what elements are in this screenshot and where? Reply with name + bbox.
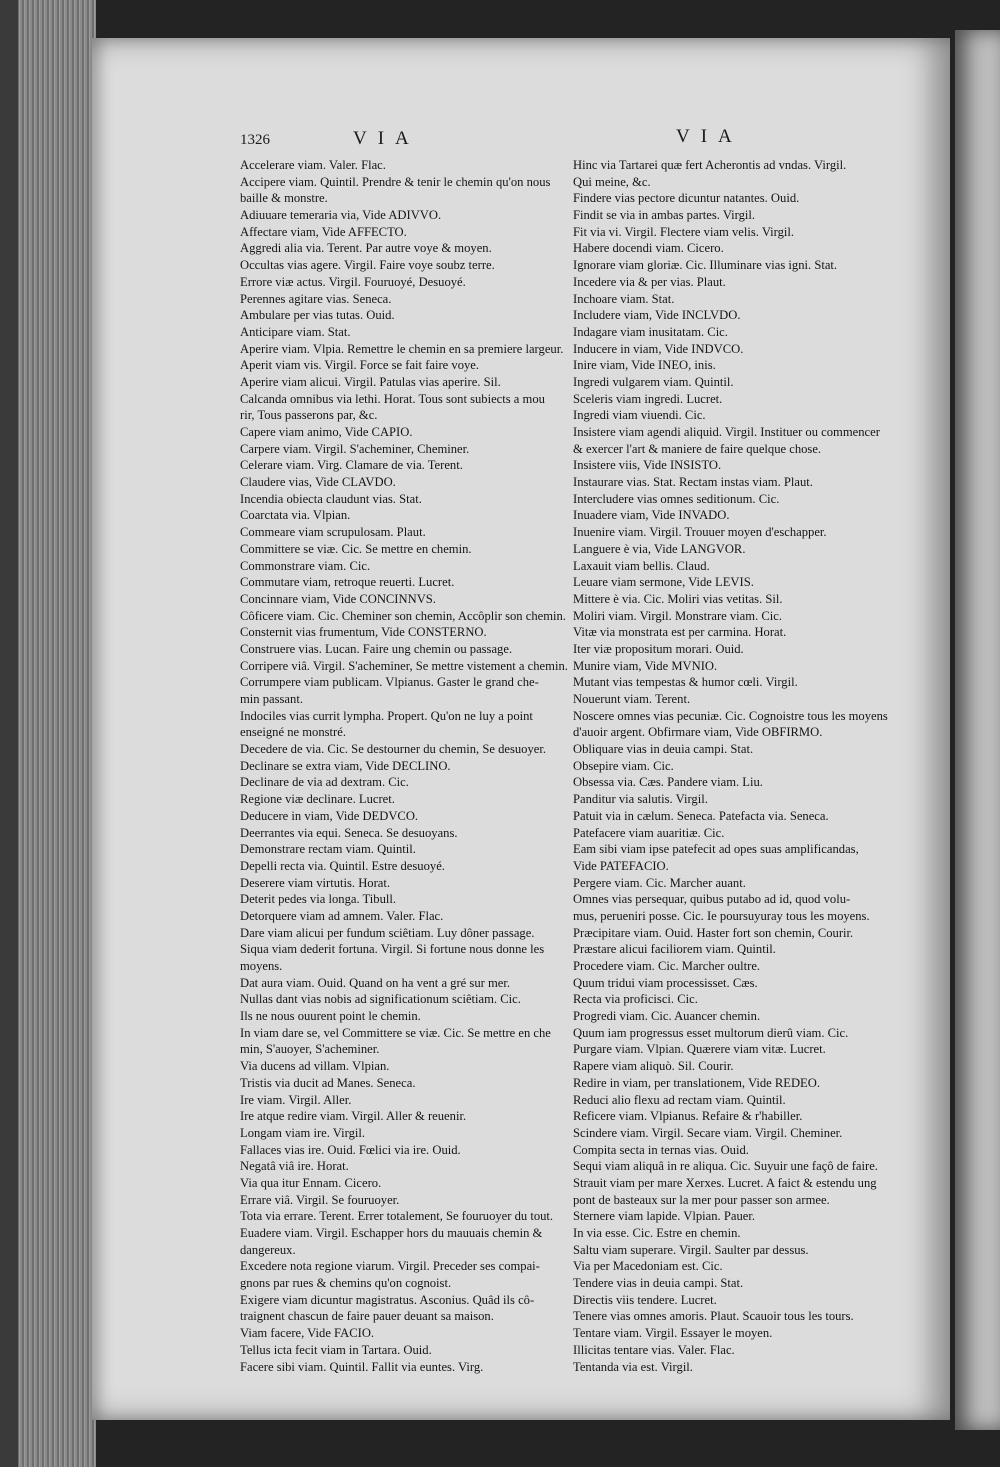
dictionary-entry: mus, perueniri posse. Cic. Ie poursuyuray tous les moyens. [573,908,870,923]
dictionary-entry: Accelerare viam. Valer. Flac. [240,158,386,172]
dictionary-entry: Patefacere viam auaritiæ. Cic. [573,825,725,840]
dictionary-entry: Inducere in viam, Vide INDVCO. [573,341,744,356]
dictionary-entry: Longam viam ire. Virgil. [240,1125,366,1140]
dictionary-entry: Commonstrare viam. Cic. [240,558,371,573]
dictionary-entry: Coarctata via. Vlpian. [240,508,351,523]
dictionary-entry: pont de basteaux sur la mer pour passer son armee. [573,1192,830,1207]
dictionary-entry: Euadere viam. Virgil. Eschapper hors du mauuais chemin & [240,1226,543,1240]
running-header-right: VIA [676,126,743,147]
dictionary-entry: Progredi viam. Cic. Auancer chemin. [573,1009,761,1024]
dictionary-entry: Insistere viam agendi aliquid. Virgil. Instituer ou commencer [573,425,880,439]
dictionary-entry: Tendere vias in deuia campi. Stat. [573,1276,744,1291]
dictionary-entry: Celerare viam. Virg. Clamare de via. Terent. [240,458,463,473]
dictionary-entry: Dare viam alicui per fundum sciêtiam. Luy dôner passage. [240,925,535,940]
dictionary-entry: Præstare alicui faciliorem viam. Quintil. [573,942,776,957]
dictionary-entry: Fit via vi. Virgil. Flectere viam velis. Virgil. [573,224,795,239]
page-number: 1326 [240,132,270,148]
dictionary-entry: Ambulare per vias tutas. Ouid. [240,308,395,323]
dictionary-entry: Accipere viam. Quintil. Prendre & tenir le chemin qu'on nous [240,174,551,189]
dictionary-entry: Demonstrare rectam viam. Quintil. [240,842,416,857]
dictionary-entry: Aperit viam vis. Virgil. Force se fait faire voye. [240,358,480,373]
dictionary-entry: Consternit vias frumentum, Vide CONSTERNO. [240,625,487,640]
dictionary-entry: Illicitas tentare vias. Valer. Flac. [573,1342,735,1357]
dictionary-entry: In viam dare se, vel Committere se viæ. Cic. Se mettre en che [240,1025,551,1040]
dictionary-entry: Reduci alio flexu ad rectam viam. Quintil. [573,1092,786,1107]
dictionary-entry: Mittere è via. Cic. Moliri vias vetitas. Sil. [573,591,783,606]
dictionary-entry: Includere viam, Vide INCLVDO. [573,308,741,323]
dictionary-entry: Construere vias. Lucan. Faire ung chemin ou passage. [240,641,513,656]
dictionary-entry: Purgare viam. Vlpian. Quærere viam vitæ. Lucret. [573,1042,826,1057]
dictionary-entry: Indagare viam inusitatam. Cic. [573,324,728,339]
dictionary-entry: Sequi viam aliquâ in re aliqua. Cic. Suyuir une façô de faire. [573,1159,878,1174]
dictionary-entry: dangereux. [240,1242,296,1257]
dictionary-entry: Ils ne nous ouurent point le chemin. [240,1009,421,1024]
dictionary-entry: Leuare viam sermone, Vide LEVIS. [573,575,754,590]
dictionary-entry: Errare viâ. Virgil. Se fouruoyer. [240,1192,400,1207]
dictionary-entry: Recta via proficisci. Cic. [573,992,698,1007]
dictionary-entry: Decedere de via. Cic. Se destourner du chemin, Se desuoyer. [240,742,546,757]
dictionary-entry: Deducere in viam, Vide DEDVCO. [240,808,419,823]
dictionary-entry: min, S'auoyer, S'acheminer. [240,1042,380,1057]
dictionary-entry: Perennes agitare vias. Seneca. [240,291,392,306]
dictionary-entry: Vide PATEFACIO. [573,858,669,873]
dictionary-entry: Iter viæ propositum morari. Ouid. [573,641,744,656]
dictionary-entry: Regione viæ declinare. Lucret. [240,792,395,807]
dictionary-entry: Findit se via in ambas partes. Virgil. [573,208,756,223]
dictionary-entry: Inuadere viam, Vide INVADO. [573,508,730,523]
dictionary-entry: Excedere nota regione viarum. Virgil. Preceder ses compai- [240,1259,540,1274]
dictionary-entry: Scindere viam. Virgil. Secare viam. Virgil. Cheminer. [573,1125,843,1140]
dictionary-entry: Depelli recta via. Quintil. Estre desuoyé. [240,858,445,873]
dictionary-entry: Findere vias pectore dicuntur natantes. Ouid. [573,191,800,206]
dictionary-entry: Tentanda via est. Virgil. [573,1359,693,1374]
dictionary-entry: Corrumpere viam publicam. Vlpianus. Gaster le grand che- [240,675,539,690]
dictionary-entry: Sceleris viam ingredi. Lucret. [573,391,723,406]
dictionary-entry: Nouerunt viam. Terent. [573,692,691,706]
dictionary-entry: Ignorare viam gloriæ. Cic. Illuminare vias igni. Stat. [573,258,838,273]
dictionary-entry: Claudere vias, Vide CLAVDO. [240,475,396,490]
dictionary-entry: baille & monstre. [240,191,328,206]
dictionary-entry: Aggredi alia via. Terent. Par autre voye & moyen. [240,241,492,256]
dictionary-entry: Inuenire viam. Virgil. Trouuer moyen d'eschapper. [573,525,827,540]
dictionary-entry: Carpere viam. Virgil. S'acheminer, Cheminer. [240,441,470,456]
dictionary-entry: Rapere viam aliquò. Sil. Courir. [573,1059,734,1074]
dictionary-entry: In via esse. Cic. Estre en chemin. [573,1226,741,1240]
dictionary-entry: Tellus icta fecit viam in Tartara. Ouid. [240,1342,432,1357]
dictionary-entry: Adiuuare temeraria via, Vide ADIVVO. [240,208,442,223]
dictionary-entry: Præcipitare viam. Ouid. Haster fort son chemin, Courir. [573,925,854,940]
dictionary-entry: Tentare viam. Virgil. Essayer le moyen. [573,1326,773,1341]
dictionary-entry: Concinnare viam, Vide CONCINNVS. [240,591,436,606]
dictionary-entry: Reficere viam. Vlpianus. Refaire & r'habiller. [573,1109,803,1124]
dictionary-entry: Inire viam, Vide INEO, inis. [573,358,716,373]
facing-page-edge [955,30,1000,1430]
dictionary-entry: Quum tridui viam processisset. Cæs. [573,975,758,990]
dictionary-entry: Tristis via ducit ad Manes. Seneca. [240,1075,416,1090]
dictionary-entry: Commutare viam, retroque reuerti. Lucret. [240,575,455,590]
running-header-left: VIA [353,128,420,149]
dictionary-entry: min passant. [240,692,303,706]
dictionary-entry: enseigné ne monstré. [240,725,346,740]
dictionary-entry: Compita secta in ternas vias. Ouid. [573,1142,749,1157]
dictionary-entry: traignent chascun de faire pauer deuant sa maison. [240,1309,494,1324]
dictionary-entry: Tenere vias omnes amoris. Plaut. Scauoir tous les tours. [573,1309,854,1324]
dictionary-entry: Mutant vias tempestas & humor cœli. Virgil. [573,675,798,690]
dictionary-entry: Tota via errare. Terent. Errer totalement, Se fouruoyer du tout. [240,1209,554,1224]
dictionary-entry: Aperire viam. Vlpia. Remettre le chemin en sa premiere largeur. [240,341,564,356]
dictionary-entry: Ingredi viam viuendi. Cic. [573,408,706,423]
dictionary-entry: Qui meine, &c. [573,174,651,189]
dictionary-entry: Viam facere, Vide FACIO. [240,1326,375,1341]
dictionary-entry: Occultas vias agere. Virgil. Faire voye soubz terre. [240,258,495,273]
dictionary-entry: Munire viam, Vide MVNIO. [573,658,718,673]
dictionary-entry: Patuit via in cælum. Seneca. Patefacta via. Seneca. [573,808,829,823]
dictionary-entry: Strauit viam per mare Xerxes. Lucret. A faict & estendu ung [573,1175,877,1190]
dictionary-entry: Directis viis tendere. Lucret. [573,1292,717,1307]
dictionary-entry: Languere è via, Vide LANGVOR. [573,541,746,556]
dictionary-entry: Ire viam. Virgil. Aller. [240,1092,352,1107]
left-column [240,157,568,1375]
dictionary-entry: moyens. [240,959,283,973]
dictionary-entry: Siqua viam dederit fortuna. Virgil. Si fortune nous donne les [240,942,545,957]
dictionary-entry: Insistere viis, Vide INSISTO. [573,458,722,473]
dictionary-entry: Facere sibi viam. Quintil. Fallit via euntes. Virg. [240,1359,484,1374]
dictionary-entry: rir, Tous passerons par, &c. [240,408,378,423]
dictionary-entry: Obliquare vias in deuia campi. Stat. [573,742,754,757]
dictionary-entry: Côficere viam. Cic. Cheminer son chemin, Accôplir son chemin. [240,608,566,623]
dictionary-entry: Deterit pedes via longa. Tibull. [240,892,397,907]
book-edge [0,0,96,1467]
dictionary-entry: Indociles vias currit lympha. Propert. Qu'on ne luy a point [240,708,533,723]
dictionary-entry: Deerrantes via equi. Seneca. Se desuoyans. [240,825,458,840]
dictionary-entry: Eam sibi viam ipse patefecit ad opes suas amplificandas, [573,842,859,857]
dictionary-entry: gnons par rues & chemins qu'on cognoist. [240,1276,452,1291]
dictionary-entry: Hinc via Tartarei quæ fert Acherontis ad vndas. Virgil. [573,158,847,172]
dictionary-entry: Incendia obiecta claudunt vias. Stat. [240,491,422,506]
dictionary-entry: Quum iam progressus esset multorum dierû viam. Cic. [573,1025,849,1040]
dictionary-entry: Inchoare viam. Stat. [573,291,675,306]
dictionary-entry: Deserere viam virtutis. Horat. [240,875,391,890]
dictionary-entry: Obsepire viam. Cic. [573,758,674,773]
dictionary-entry: Corripere viâ. Virgil. S'acheminer, Se mettre vistement a chemin. [240,658,568,673]
dictionary-entry: Ire atque redire viam. Virgil. Aller & reuenir. [240,1109,467,1124]
dictionary-entry: Panditur via salutis. Virgil. [573,792,708,807]
dictionary-entry: Affectare viam, Vide AFFECTO. [240,224,407,239]
dictionary-entry: Nullas dant vias nobis ad significationum sciêtiam. Cic. [240,992,521,1007]
dictionary-entry: & exercer l'art & maniere de faire quelque chose. [573,441,822,456]
dictionary-entry: Negatâ viâ ire. Horat. [240,1159,349,1174]
dictionary-entry: Committere se viæ. Cic. Se mettre en chemin. [240,541,472,556]
dictionary-entry: Incedere via & per vias. Plaut. [573,274,726,289]
dictionary-entry: Fallaces vias ire. Ouid. Fœlici via ire. Ouid. [240,1142,461,1157]
dictionary-entry: Dat aura viam. Ouid. Quand on ha vent a gré sur mer. [240,975,510,990]
dictionary-entry: Vitæ via monstrata est per carmina. Horat. [573,625,787,640]
dictionary-entry: Capere viam animo, Vide CAPIO. [240,425,413,439]
dictionary-entry: Saltu viam superare. Virgil. Saulter par dessus. [573,1242,809,1257]
dictionary-entry: Errore viæ actus. Virgil. Fouruoyé, Desuoyé. [240,274,466,289]
dictionary-entry: Sternere viam lapide. Vlpian. Pauer. [573,1209,755,1224]
dictionary-entry: Pergere viam. Cic. Marcher auant. [573,875,746,890]
dictionary-entry: Laxauit viam bellis. Claud. [573,558,710,573]
dictionary-entry: Habere docendi viam. Cicero. [573,241,724,256]
dictionary-entry: Detorquere viam ad amnem. Valer. Flac. [240,908,444,923]
dictionary-entry: Via qua itur Ennam. Cicero. [240,1175,382,1190]
dictionary-entry: Declinare se extra viam, Vide DECLINO. [240,758,451,773]
dictionary-entry: Calcanda omnibus via lethi. Horat. Tous sont subiects a mou [240,391,545,406]
dictionary-entry: Anticipare viam. Stat. [240,324,351,339]
dictionary-entry: Intercludere vias omnes seditionum. Cic. [573,491,780,506]
dictionary-entry: Redire in viam, per translationem, Vide REDEO. [573,1075,820,1090]
dictionary-entry: Obsessa via. Cæs. Pandere viam. Liu. [573,775,763,790]
dictionary-entry: Via per Macedoniam est. Cic. [573,1259,723,1274]
dictionary-entry: Commeare viam scrupulosam. Plaut. [240,525,426,540]
dictionary-entry: Instaurare vias. Stat. Rectam instas viam. Plaut. [573,475,813,490]
dictionary-entry: Moliri viam. Virgil. Monstrare viam. Cic. [573,608,783,623]
dictionary-entry: Procedere viam. Cic. Marcher oultre. [573,959,761,973]
dictionary-entry: Exigere viam dicuntur magistratus. Asconius. Quâd ils cô- [240,1292,535,1307]
dictionary-entry: Declinare de via ad dextram. Cic. [240,775,409,790]
dictionary-entry: Aperire viam alicui. Virgil. Patulas vias aperire. Sil. [240,374,501,389]
right-column [573,157,888,1375]
dictionary-entry: Ingredi vulgarem viam. Quintil. [573,374,734,389]
dictionary-entry: d'auoir argent. Obfirmare viam, Vide OBFIRMO. [573,725,823,740]
dictionary-entry: Omnes vias persequar, quibus putabo ad id, quod volu- [573,892,851,907]
dictionary-entry: Noscere omnes vias pecuniæ. Cic. Cognoistre tous les moyens [573,708,888,723]
dictionary-entry: Via ducens ad villam. Vlpian. [240,1059,390,1074]
